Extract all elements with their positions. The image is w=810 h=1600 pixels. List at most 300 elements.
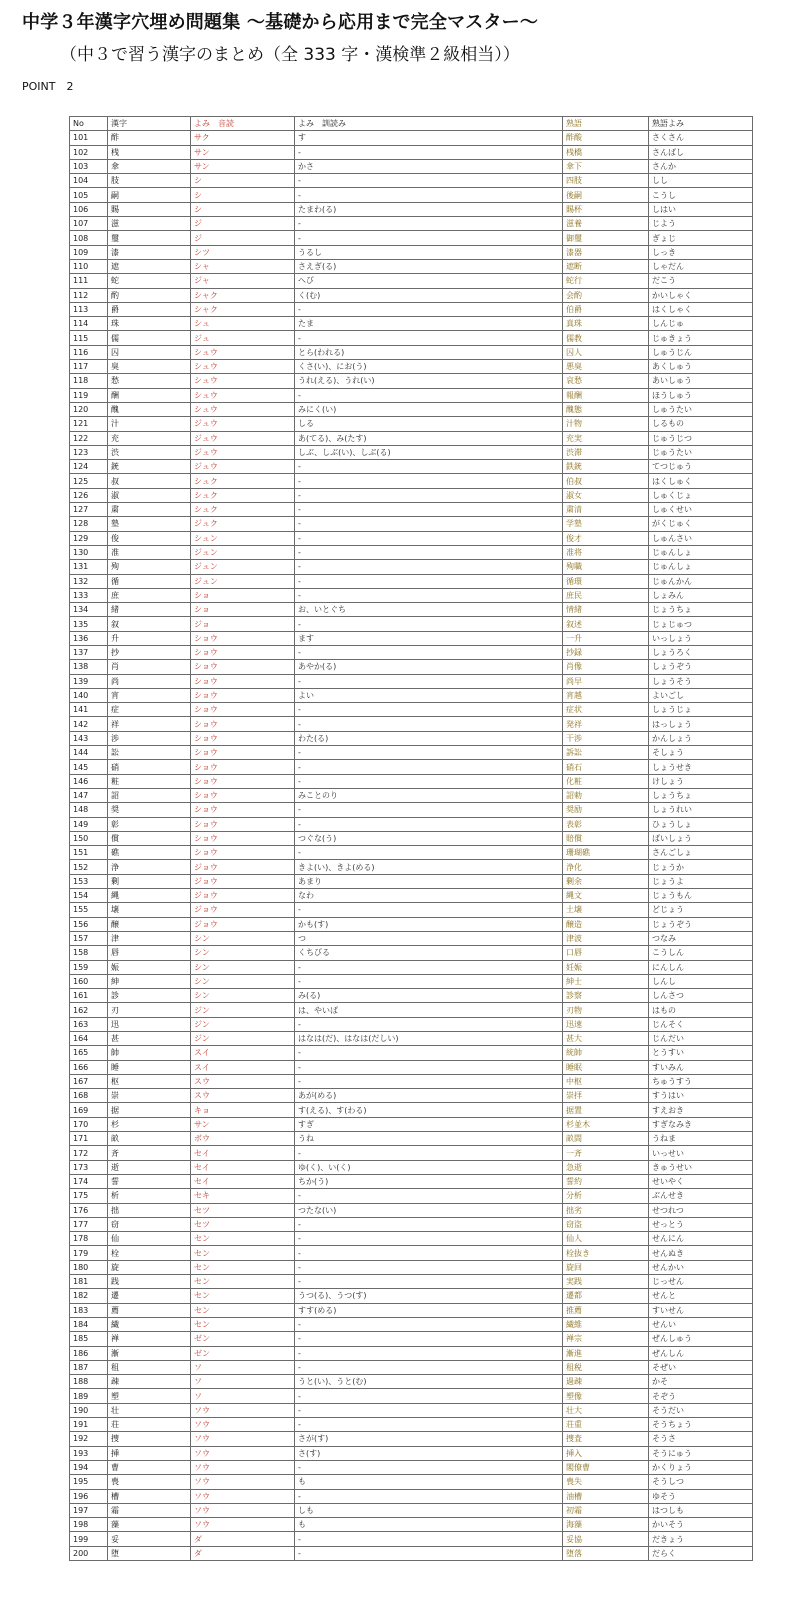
cell-jukugo-yomi: だきょう xyxy=(649,1532,753,1546)
cell-kunyomi: あやか(る) xyxy=(295,660,563,674)
cell-jukugo: 酢酸 xyxy=(563,131,649,145)
cell-onyomi: ソウ xyxy=(191,1403,295,1417)
cell-no: 156 xyxy=(70,917,108,931)
cell-kunyomi: へび xyxy=(295,274,563,288)
cell-no: 154 xyxy=(70,889,108,903)
cell-no: 188 xyxy=(70,1375,108,1389)
cell-kunyomi: ゆ(く)、い(く) xyxy=(295,1160,563,1174)
cell-no: 141 xyxy=(70,703,108,717)
cell-kanji: 崇 xyxy=(108,1089,191,1103)
cell-jukugo: 一斉 xyxy=(563,1146,649,1160)
cell-no: 133 xyxy=(70,588,108,602)
cell-jukugo: 後嗣 xyxy=(563,188,649,202)
cell-jukugo-yomi: うねま xyxy=(649,1132,753,1146)
cell-no: 169 xyxy=(70,1103,108,1117)
cell-kanji: 銃 xyxy=(108,460,191,474)
table-row xyxy=(70,1046,753,1060)
cell-onyomi: ダ xyxy=(191,1546,295,1560)
cell-no: 179 xyxy=(70,1246,108,1260)
cell-jukugo: 剰余 xyxy=(563,874,649,888)
cell-kunyomi: - xyxy=(295,903,563,917)
cell-jukugo: 迅速 xyxy=(563,1017,649,1031)
cell-onyomi: ショウ xyxy=(191,688,295,702)
cell-onyomi: ソウ xyxy=(191,1518,295,1532)
cell-kunyomi: - xyxy=(295,302,563,316)
cell-jukugo-yomi: しゅうたい xyxy=(649,402,753,416)
cell-jukugo-yomi: そうにゅう xyxy=(649,1446,753,1460)
cell-jukugo-yomi: じんだい xyxy=(649,1032,753,1046)
cell-no: 162 xyxy=(70,1003,108,1017)
cell-onyomi: ジョウ xyxy=(191,917,295,931)
cell-kanji: 嗣 xyxy=(108,188,191,202)
cell-onyomi: ショウ xyxy=(191,788,295,802)
cell-no: 176 xyxy=(70,1203,108,1217)
cell-jukugo-yomi: しょうれい xyxy=(649,803,753,817)
cell-kunyomi: - xyxy=(295,1246,563,1260)
cell-kunyomi: きよ(い)、きよ(める) xyxy=(295,860,563,874)
cell-no: 197 xyxy=(70,1503,108,1517)
cell-kanji: 漆 xyxy=(108,245,191,259)
cell-no: 159 xyxy=(70,960,108,974)
cell-onyomi: セツ xyxy=(191,1217,295,1231)
cell-kanji: 枢 xyxy=(108,1074,191,1088)
cell-jukugo: 海藻 xyxy=(563,1518,649,1532)
cell-kanji: 曹 xyxy=(108,1460,191,1474)
cell-jukugo-yomi: せんぬき xyxy=(649,1246,753,1260)
cell-jukugo: 診察 xyxy=(563,989,649,1003)
cell-kanji: 紳 xyxy=(108,974,191,988)
cell-onyomi: ソウ xyxy=(191,1503,295,1517)
cell-no: 184 xyxy=(70,1317,108,1331)
cell-onyomi: ボウ xyxy=(191,1132,295,1146)
table-row xyxy=(70,417,753,431)
table-row xyxy=(70,231,753,245)
table-row xyxy=(70,1032,753,1046)
cell-no: 175 xyxy=(70,1189,108,1203)
cell-kanji: 淑 xyxy=(108,488,191,502)
cell-jukugo: 租税 xyxy=(563,1360,649,1374)
cell-no: 163 xyxy=(70,1017,108,1031)
page-subtitle: （中３で習う漢字のまとめ（全 333 字・漢検準２級相当）） xyxy=(60,45,520,65)
cell-kanji: 妥 xyxy=(108,1532,191,1546)
cell-jukugo-yomi: じょうちょ xyxy=(649,603,753,617)
cell-kanji: 奨 xyxy=(108,803,191,817)
cell-kunyomi: - xyxy=(295,1389,563,1403)
cell-jukugo-yomi: いっしょう xyxy=(649,631,753,645)
cell-jukugo: 杉並木 xyxy=(563,1117,649,1131)
cell-no: 106 xyxy=(70,202,108,216)
cell-onyomi: ソウ xyxy=(191,1432,295,1446)
cell-kunyomi: とら(われる) xyxy=(295,345,563,359)
cell-kanji: 賜 xyxy=(108,202,191,216)
cell-kunyomi: うれ(える)、うれ(い) xyxy=(295,374,563,388)
cell-kunyomi: - xyxy=(295,545,563,559)
cell-onyomi: ジュウ xyxy=(191,431,295,445)
cell-no: 138 xyxy=(70,660,108,674)
cell-no: 167 xyxy=(70,1074,108,1088)
cell-jukugo-yomi: じんそく xyxy=(649,1017,753,1031)
cell-kunyomi: - xyxy=(295,1346,563,1360)
cell-no: 128 xyxy=(70,517,108,531)
cell-jukugo-yomi: しょうろく xyxy=(649,645,753,659)
table-row xyxy=(70,274,753,288)
cell-onyomi: セキ xyxy=(191,1189,295,1203)
cell-jukugo-yomi: しょみん xyxy=(649,588,753,602)
cell-kunyomi: - xyxy=(295,1332,563,1346)
cell-kanji: 叙 xyxy=(108,617,191,631)
cell-kanji: 遷 xyxy=(108,1289,191,1303)
cell-jukugo: 分析 xyxy=(563,1189,649,1203)
cell-kunyomi: くさ(い)、にお(う) xyxy=(295,360,563,374)
cell-onyomi: セン xyxy=(191,1289,295,1303)
cell-jukugo-yomi: だこう xyxy=(649,274,753,288)
cell-kunyomi: さ(す) xyxy=(295,1446,563,1460)
table-row xyxy=(70,374,753,388)
cell-onyomi: シュン xyxy=(191,531,295,545)
cell-jukugo-yomi: はもの xyxy=(649,1003,753,1017)
cell-kanji: 璽 xyxy=(108,231,191,245)
cell-jukugo-yomi: せんにん xyxy=(649,1232,753,1246)
cell-jukugo: 渋滞 xyxy=(563,445,649,459)
table-row xyxy=(70,159,753,173)
table-body xyxy=(70,131,753,1561)
table-row xyxy=(70,302,753,316)
cell-jukugo-yomi: じょじゅつ xyxy=(649,617,753,631)
cell-kunyomi: あが(める) xyxy=(295,1089,563,1103)
cell-no: 123 xyxy=(70,445,108,459)
cell-onyomi: ジュク xyxy=(191,517,295,531)
cell-no: 183 xyxy=(70,1303,108,1317)
cell-onyomi: セイ xyxy=(191,1160,295,1174)
cell-onyomi: サン xyxy=(191,159,295,173)
cell-kunyomi: かさ xyxy=(295,159,563,173)
table-row xyxy=(70,245,753,259)
cell-no: 127 xyxy=(70,503,108,517)
cell-jukugo-yomi: だらく xyxy=(649,1546,753,1560)
cell-jukugo: 醜態 xyxy=(563,402,649,416)
cell-kanji: 剰 xyxy=(108,874,191,888)
cell-jukugo-yomi: かそ xyxy=(649,1375,753,1389)
table-row xyxy=(70,259,753,273)
cell-jukugo: 塑像 xyxy=(563,1389,649,1403)
cell-kanji: 遮 xyxy=(108,259,191,273)
cell-kunyomi: お、いとぐち xyxy=(295,603,563,617)
cell-kunyomi: - xyxy=(295,1217,563,1231)
table-row xyxy=(70,1375,753,1389)
cell-kunyomi: - xyxy=(295,488,563,502)
cell-jukugo: 壮大 xyxy=(563,1403,649,1417)
table-row xyxy=(70,960,753,974)
cell-kunyomi: す(える)、す(わる) xyxy=(295,1103,563,1117)
cell-kanji: 硝 xyxy=(108,760,191,774)
cell-onyomi: ジ xyxy=(191,217,295,231)
table-row xyxy=(70,1174,753,1188)
table-row xyxy=(70,1532,753,1546)
cell-jukugo: 崇拝 xyxy=(563,1089,649,1103)
cell-no: 192 xyxy=(70,1432,108,1446)
cell-kunyomi: - xyxy=(295,331,563,345)
cell-kunyomi: つたな(い) xyxy=(295,1203,563,1217)
cell-kunyomi: たまわ(る) xyxy=(295,202,563,216)
table-row xyxy=(70,846,753,860)
cell-jukugo-yomi: しゅくせい xyxy=(649,503,753,517)
table-row xyxy=(70,1475,753,1489)
cell-kunyomi: - xyxy=(295,1017,563,1031)
cell-jukugo-yomi: かくりょう xyxy=(649,1460,753,1474)
cell-onyomi: シュウ xyxy=(191,388,295,402)
cell-onyomi: ジン xyxy=(191,1017,295,1031)
cell-kunyomi: - xyxy=(295,1460,563,1474)
cell-jukugo-yomi: しょうぞう xyxy=(649,660,753,674)
cell-onyomi: ジン xyxy=(191,1003,295,1017)
cell-kanji: 肖 xyxy=(108,660,191,674)
cell-no: 115 xyxy=(70,331,108,345)
cell-jukugo: 捜査 xyxy=(563,1432,649,1446)
cell-jukugo: 桟橋 xyxy=(563,145,649,159)
cell-kanji: 娠 xyxy=(108,960,191,974)
cell-kanji: 誓 xyxy=(108,1174,191,1188)
cell-no: 196 xyxy=(70,1489,108,1503)
cell-kanji: 租 xyxy=(108,1360,191,1374)
cell-no: 164 xyxy=(70,1032,108,1046)
cell-jukugo-yomi: ぶんせき xyxy=(649,1189,753,1203)
table-row xyxy=(70,1232,753,1246)
cell-no: 136 xyxy=(70,631,108,645)
cell-onyomi: シュウ xyxy=(191,374,295,388)
cell-kanji: 囚 xyxy=(108,345,191,359)
table-row xyxy=(70,731,753,745)
table-row xyxy=(70,617,753,631)
cell-jukugo-yomi: ゆそう xyxy=(649,1489,753,1503)
cell-jukugo: 蛇行 xyxy=(563,274,649,288)
cell-onyomi: サク xyxy=(191,131,295,145)
table-row xyxy=(70,674,753,688)
cell-kanji: 堕 xyxy=(108,1546,191,1560)
cell-kunyomi: - xyxy=(295,517,563,531)
cell-jukugo: 喪失 xyxy=(563,1475,649,1489)
cell-onyomi: ショウ xyxy=(191,846,295,860)
table-row xyxy=(70,1418,753,1432)
table-row xyxy=(70,1389,753,1403)
cell-kunyomi: - xyxy=(295,460,563,474)
cell-onyomi: ジュン xyxy=(191,574,295,588)
cell-onyomi: ショ xyxy=(191,588,295,602)
table-row xyxy=(70,588,753,602)
cell-no: 124 xyxy=(70,460,108,474)
cell-jukugo-yomi: じゅんしょ xyxy=(649,545,753,559)
cell-jukugo-yomi: そしょう xyxy=(649,746,753,760)
cell-onyomi: セイ xyxy=(191,1146,295,1160)
cell-jukugo: 荘重 xyxy=(563,1418,649,1432)
cell-kanji: 滋 xyxy=(108,217,191,231)
cell-jukugo-yomi: しょうせき xyxy=(649,760,753,774)
cell-onyomi: シュク xyxy=(191,503,295,517)
cell-kunyomi: よい xyxy=(295,688,563,702)
cell-jukugo: 拙劣 xyxy=(563,1203,649,1217)
cell-jukugo: 情緒 xyxy=(563,603,649,617)
table-row xyxy=(70,202,753,216)
table-row xyxy=(70,1103,753,1117)
cell-jukugo-yomi: しるもの xyxy=(649,417,753,431)
cell-jukugo: 窃盗 xyxy=(563,1217,649,1231)
cell-onyomi: ショウ xyxy=(191,746,295,760)
cell-no: 110 xyxy=(70,259,108,273)
cell-kunyomi: わた(る) xyxy=(295,731,563,745)
cell-jukugo: 御璽 xyxy=(563,231,649,245)
cell-kanji: 抄 xyxy=(108,645,191,659)
cell-kunyomi: しぶ、しぶ(い)、しぶ(る) xyxy=(295,445,563,459)
table-row xyxy=(70,1217,753,1231)
cell-jukugo: 旋回 xyxy=(563,1260,649,1274)
table-row xyxy=(70,360,753,374)
cell-jukugo: 遷都 xyxy=(563,1289,649,1303)
cell-no: 117 xyxy=(70,360,108,374)
cell-kanji: 俊 xyxy=(108,531,191,545)
cell-jukugo: 刃物 xyxy=(563,1003,649,1017)
cell-no: 195 xyxy=(70,1475,108,1489)
cell-no: 105 xyxy=(70,188,108,202)
cell-onyomi: ジン xyxy=(191,1032,295,1046)
cell-kunyomi: - xyxy=(295,1189,563,1203)
table-row xyxy=(70,1446,753,1460)
cell-jukugo-yomi: じゅうたい xyxy=(649,445,753,459)
cell-kunyomi: ちか(う) xyxy=(295,1174,563,1188)
table-row xyxy=(70,488,753,502)
cell-onyomi: シン xyxy=(191,974,295,988)
cell-kunyomi: なわ xyxy=(295,889,563,903)
cell-kanji: 仙 xyxy=(108,1232,191,1246)
cell-kunyomi: - xyxy=(295,746,563,760)
cell-jukugo-yomi: じょうもん xyxy=(649,889,753,903)
cell-kanji: 迅 xyxy=(108,1017,191,1031)
cell-no: 182 xyxy=(70,1289,108,1303)
cell-jukugo: 庶民 xyxy=(563,588,649,602)
cell-kanji: 旋 xyxy=(108,1260,191,1274)
cell-no: 113 xyxy=(70,302,108,316)
cell-jukugo: 真珠 xyxy=(563,317,649,331)
cell-kunyomi: - xyxy=(295,1046,563,1060)
cell-jukugo: 浄化 xyxy=(563,860,649,874)
cell-no: 181 xyxy=(70,1275,108,1289)
cell-no: 116 xyxy=(70,345,108,359)
cell-kanji: 縄 xyxy=(108,889,191,903)
table-row xyxy=(70,545,753,559)
cell-onyomi: シャ xyxy=(191,259,295,273)
cell-kunyomi: - xyxy=(295,760,563,774)
cell-kanji: 甚 xyxy=(108,1032,191,1046)
cell-no: 101 xyxy=(70,131,108,145)
cell-no: 142 xyxy=(70,717,108,731)
table-row xyxy=(70,445,753,459)
cell-no: 122 xyxy=(70,431,108,445)
cell-jukugo-yomi: ぜんしゅう xyxy=(649,1332,753,1346)
table-row xyxy=(70,431,753,445)
cell-jukugo-yomi: しんじゅ xyxy=(649,317,753,331)
col-header-onyomi: よみ 音読 xyxy=(191,117,295,131)
cell-jukugo: 化粧 xyxy=(563,774,649,788)
cell-jukugo-yomi: じょうよ xyxy=(649,874,753,888)
cell-jukugo: 実践 xyxy=(563,1275,649,1289)
table-row xyxy=(70,931,753,945)
cell-kanji: 霜 xyxy=(108,1503,191,1517)
table-row xyxy=(70,188,753,202)
cell-kanji: 津 xyxy=(108,931,191,945)
cell-kunyomi: - xyxy=(295,145,563,159)
cell-onyomi: ゼン xyxy=(191,1332,295,1346)
cell-no: 145 xyxy=(70,760,108,774)
cell-jukugo-yomi: ぎょじ xyxy=(649,231,753,245)
cell-kunyomi: - xyxy=(295,1260,563,1274)
cell-jukugo: 統帥 xyxy=(563,1046,649,1060)
cell-no: 149 xyxy=(70,817,108,831)
cell-jukugo-yomi: じゅんかん xyxy=(649,574,753,588)
cell-kunyomi: - xyxy=(295,1489,563,1503)
cell-jukugo: 儒教 xyxy=(563,331,649,345)
table-row xyxy=(70,503,753,517)
cell-kanji: 荘 xyxy=(108,1418,191,1432)
cell-no: 120 xyxy=(70,402,108,416)
cell-onyomi: セン xyxy=(191,1303,295,1317)
cell-no: 194 xyxy=(70,1460,108,1474)
cell-jukugo: 中枢 xyxy=(563,1074,649,1088)
cell-no: 112 xyxy=(70,288,108,302)
cell-kunyomi: - xyxy=(295,774,563,788)
cell-kunyomi: みにく(い) xyxy=(295,402,563,416)
cell-jukugo: 挿入 xyxy=(563,1446,649,1460)
cell-jukugo-yomi: しはい xyxy=(649,202,753,216)
cell-kanji: 愁 xyxy=(108,374,191,388)
table-row xyxy=(70,1117,753,1131)
cell-jukugo-yomi: そぜい xyxy=(649,1360,753,1374)
cell-jukugo: 妊娠 xyxy=(563,960,649,974)
cell-kunyomi: - xyxy=(295,1074,563,1088)
cell-jukugo-yomi: しょうちょ xyxy=(649,788,753,802)
cell-jukugo-yomi: しし xyxy=(649,174,753,188)
cell-jukugo: 訴訟 xyxy=(563,746,649,760)
cell-onyomi: ゼン xyxy=(191,1346,295,1360)
cell-jukugo-yomi: けしょう xyxy=(649,774,753,788)
table-row xyxy=(70,1160,753,1174)
cell-no: 161 xyxy=(70,989,108,1003)
kanji-table xyxy=(69,116,753,1561)
cell-jukugo: 伯爵 xyxy=(563,302,649,316)
table-row xyxy=(70,1346,753,1360)
cell-onyomi: ショウ xyxy=(191,645,295,659)
cell-jukugo: 仙人 xyxy=(563,1232,649,1246)
cell-kunyomi: - xyxy=(295,1060,563,1074)
cell-kanji: 塑 xyxy=(108,1389,191,1403)
cell-jukugo: 汁物 xyxy=(563,417,649,431)
cell-kunyomi: - xyxy=(295,645,563,659)
cell-onyomi: ショウ xyxy=(191,703,295,717)
cell-onyomi: シュク xyxy=(191,488,295,502)
table-row xyxy=(70,803,753,817)
table-row xyxy=(70,131,753,145)
cell-kunyomi: - xyxy=(295,388,563,402)
cell-onyomi: ジュン xyxy=(191,560,295,574)
cell-kunyomi: - xyxy=(295,803,563,817)
table-row xyxy=(70,874,753,888)
cell-onyomi: キョ xyxy=(191,1103,295,1117)
table-row xyxy=(70,831,753,845)
cell-kunyomi: - xyxy=(295,531,563,545)
cell-onyomi: ソ xyxy=(191,1360,295,1374)
cell-jukugo: 滋養 xyxy=(563,217,649,231)
col-header-jukugo: 熟語 xyxy=(563,117,649,131)
cell-jukugo-yomi: はつしも xyxy=(649,1503,753,1517)
cell-onyomi: ソウ xyxy=(191,1489,295,1503)
cell-no: 198 xyxy=(70,1518,108,1532)
